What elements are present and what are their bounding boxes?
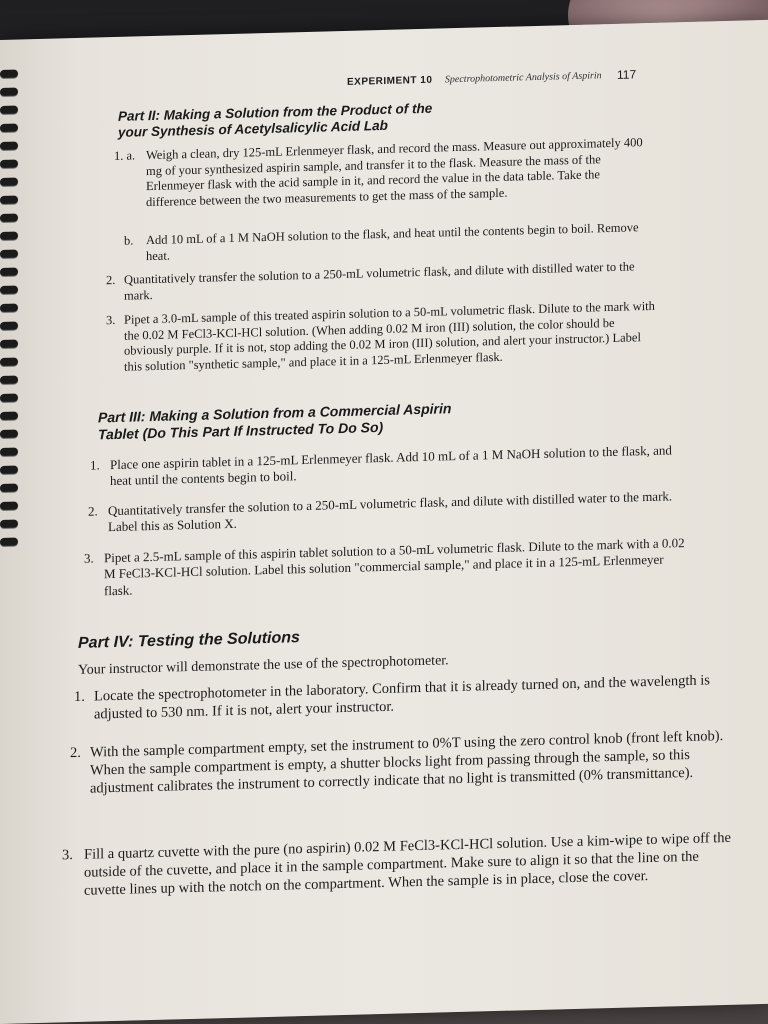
part2-step-3: 3. Pipet a 3.0-mL sample of this treated aspirin solution to a 50-mL volumetric flask. Dilute to the mark with the 0.02 M FeCl3-KCl-HCl solution. (When adding 0.02 M iron (III) solution, the color should be obviously purple. If it is not, stop adding the 0.02 M iron (III) solution, and alert your instructor.) Label this solution "synthetic sample," and place it in a 125-mL Erlenmeyer flask. xyxy=(106,298,655,374)
part4-title: Part IV: Testing the Solutions xyxy=(78,629,300,652)
page-number: 117 xyxy=(617,67,637,82)
experiment-label: EXPERIMENT 10 xyxy=(347,74,433,88)
part3-step-3: 3. Pipet a 2.5-mL sample of this aspirin tablet solution to a 50-mL volumetric flask. Dilute to the mark with a 0.02 M FeCl3-KCl-HCl solution. Label this solution "commercial sample," and place it in a 125-mL Erlenmeyer flask. xyxy=(84,535,685,598)
part2-step-2: 2. Quantitatively transfer the solution to a 250-mL volumetric flask, and dilute with distilled water to the mark. xyxy=(106,259,635,303)
part2-title: Part II: Making a Solution from the Product of the your Synthesis of Acetylsalicylic Acid Lab xyxy=(118,100,433,141)
part3-step-1: 1. Place one aspirin tablet in a 125-mL Erlenmeyer flask. Add 10 mL of a 1 M NaOH solution to the flask, and heat until the contents begin to boil. xyxy=(90,442,672,489)
part2-step-1b: b. Add 10 mL of a 1 M NaOH solution to the flask, and heat until the contents begin to boil. Remove heat. xyxy=(124,220,639,263)
part4-step-1: 1. Locate the spectrophotometer in the laboratory. Confirm that it is already turned on, and the wavelength is adjusted to 530 nm. If it is not, alert your instructor. xyxy=(74,672,710,723)
page-content xyxy=(0,20,768,1024)
part4-intro: Your instructor will demonstrate the use of the spectrophotometer. xyxy=(78,653,449,678)
part2-step-1a: 1. a. Weigh a clean, dry 125-mL Erlenmeyer flask, and record the mass. Measure out approximately 400 mg of your synthesized aspirin sample, and transfer it to the flask. Measure the mass of the Erlenmeyer flask with the acid sample in it, and record the value in the data table. Take the difference between the two measurements to get the mass of the sample. xyxy=(114,135,643,210)
part4-step-2: 2. With the sample compartment empty, set the instrument to 0%T using the zero control knob (front left knob). When the sample compartment is empty, a shutter blocks light from passing through the sample, so this adjustment calibrates the instrument to correctly indicate that no light is transmitted (0% transmittance). xyxy=(70,728,724,797)
running-header xyxy=(347,69,647,88)
textbook-page xyxy=(0,20,768,1024)
part4-step-3: 3. Fill a quartz cuvette with the pure (no aspirin) 0.02 M FeCl3-KCl-HCl solution. Use a kim-wipe to wipe off the outside of the cuvette, and place it in the sample compartment. Make sure to align it so that the line on the cuvette lines up with the notch on the compartment. When the sample is in place, close the cover. xyxy=(62,829,731,900)
experiment-subtitle: Spectrophotometric Analysis of Aspirin xyxy=(444,70,602,86)
part3-step-2: 2. Quantitatively transfer the solution to a 250-mL volumetric flask, and dilute with distilled water to the mark. Label this as Solution X. xyxy=(88,488,673,535)
part3-title: Part III: Making a Solution from a Commercial Aspirin Tablet (Do This Part If Instructed To Do So) xyxy=(98,400,452,443)
